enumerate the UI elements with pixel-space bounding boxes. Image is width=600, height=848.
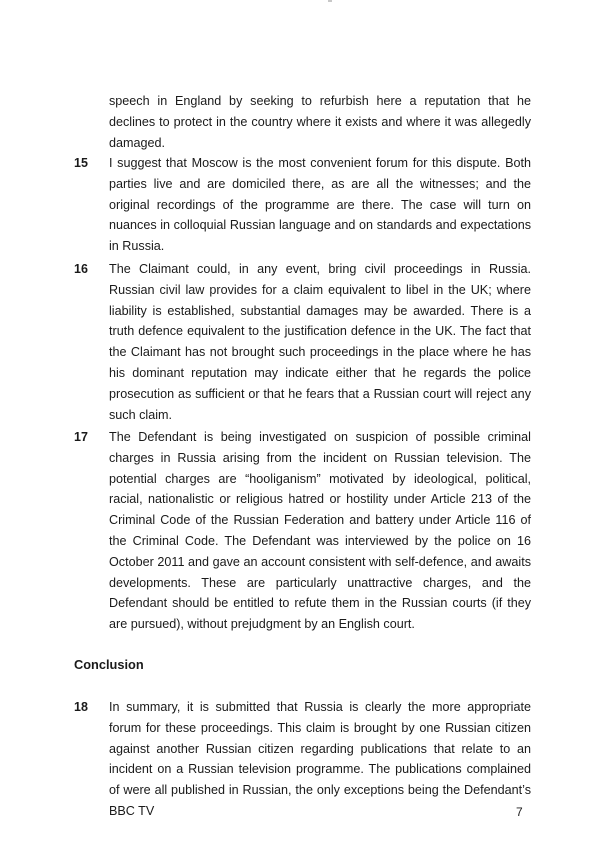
paragraph-text: The Defendant is being investigated on suspicion of possible criminal charges in Russia arising from the incident on Russian television. The potential charges are “hooliganism” motivated by ideological, political, racial, nationalistic or religious hatred or hostility under Article 213 of the Criminal Code of the Russian Federation and battery under Article 116 of the Criminal Code. The Defendant was interviewed by the police on 16 October 2011 and gave an account consistent with self-defence, and awaits developments. These are particularly unattractive charges, and the Defendant should be entitled to refute them in the Russian courts (if they are pursued), without prejudgment by an English court. [109, 430, 531, 632]
continuation-text: speech in England by seeking to refurbish here a reputation that he declines to protect in the country where it exists and where it was allegedly damaged. [109, 94, 531, 150]
paragraph-number: 17 [74, 430, 88, 444]
page-number: 7 [516, 805, 523, 819]
paragraph-text: In summary, it is submitted that Russia is clearly the more appropriate forum for these proceedings. This claim is brought by one Russian citizen against another Russian citizen regarding publications that relate to an incident on a Russian television programme. The publications complained of were all published in Russian, the only exceptions being the Defendant’s BBC TV [109, 700, 531, 818]
paragraph-number: 15 [74, 156, 88, 170]
paragraph-number: 16 [74, 262, 88, 276]
paragraph-number: 18 [74, 700, 88, 714]
scan-mark [328, 0, 332, 2]
section-heading: Conclusion [74, 657, 144, 672]
paragraph-text: I suggest that Moscow is the most convenient forum for this dispute. Both parties live and are domiciled there, as are all the witnesses; and the original recordings of the programme are there. The case will turn on nuances in colloquial Russian language and on standards and expectations in Russia. [109, 156, 531, 254]
paragraph-text: The Claimant could, in any event, bring civil proceedings in Russia. Russian civil law provides for a claim equivalent to libel in the UK; where liability is established, substantial damages may be awarded. There is a truth defence equivalent to the justification defence in the UK. The fact that the Claimant has not brought such proceedings in the place where he has his dominant reputation may indicate either that he regards the police prosecution as sufficient or that he fears that a Russian court will reject any such claim. [109, 262, 531, 422]
